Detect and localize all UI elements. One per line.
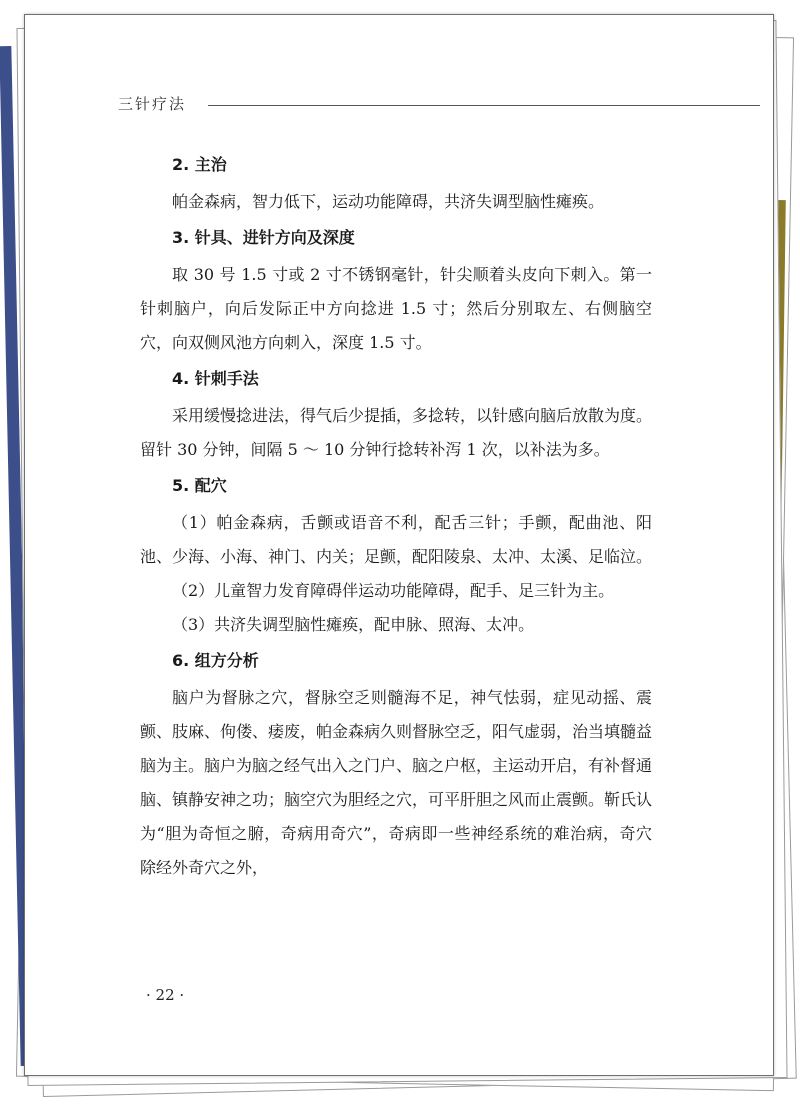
paragraph: 脑户为督脉之穴，督脉空乏则髓海不足，神气怯弱，症见动摇、震颤、肢麻、佝偻、痿废，帕金森病久则督脉空乏，阳气虚弱，治当填髓益脑为主。脑户为脑之经气出入之门户、脑之户枢，主运动开启，有补督通脑、镇静安神之功；脑空穴为胆经之穴，可平肝胆之风而止震颤。靳氏认为“胆为奇恒之腑，奇病用奇穴”，奇病即一些神经系统的难治病，奇穴除经外奇穴之外， <box>140 688 653 877</box>
section-heading: 4. 针刺手法 <box>172 369 259 388</box>
section-heading: 5. 配穴 <box>172 476 227 495</box>
paragraph: 帕金森病，智力低下，运动功能障碍，共济失调型脑性瘫痪。 <box>172 192 605 211</box>
section-heading: 2. 主治 <box>172 155 227 174</box>
running-head: 三针疗法 <box>118 95 187 113</box>
paragraph: （2）儿童智力发育障碍伴运动功能障碍，配手、足三针为主。 <box>172 581 615 600</box>
header-rule <box>208 105 760 106</box>
paragraph: 采用缓慢捻进法，得气后少提插，多捻转，以针感向脑后放散为度。留针 30 分钟，间隔 5 ～ 10 分钟行捻转补泻 1 次，以补法为多。 <box>140 406 653 459</box>
paragraph: 取 30 号 1.5 寸或 2 寸不锈钢毫针，针尖顺着头皮向下刺入。第一针刺脑户，向后发际正中方向捻进 1.5 寸；然后分别取左、右侧脑空穴，向双侧风池方向刺入，深度 1.5 寸。 <box>140 265 652 352</box>
page-number: · 22 · <box>146 986 185 1004</box>
section-heading: 6. 组方分析 <box>172 651 259 670</box>
body-text <box>140 147 652 885</box>
paragraph: （1）帕金森病，舌颤或语音不利，配舌三针；手颤，配曲池、阳池、少海、小海、神门、内关；足颤，配阳陵泉、太冲、太溪、足临泣。 <box>140 513 653 566</box>
section-heading: 3. 针具、进针方向及深度 <box>172 228 355 247</box>
paragraph: （3）共济失调型脑性瘫痪，配申脉、照海、太冲。 <box>172 615 535 634</box>
